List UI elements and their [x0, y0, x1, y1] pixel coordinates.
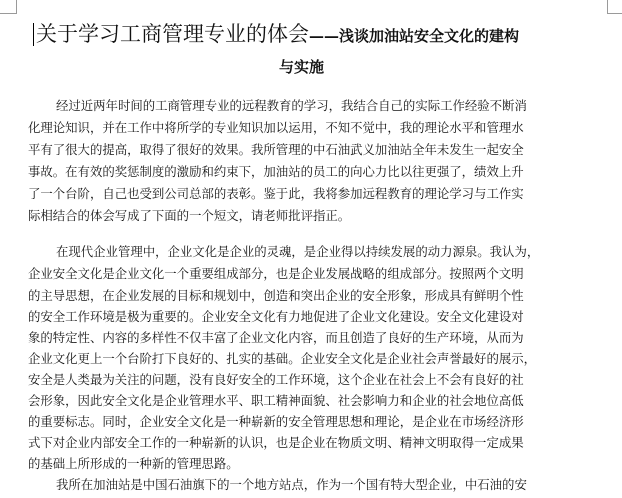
paragraph-line[interactable]: 在现代企业管理中，企业文化是企业的灵魂，是企业得以持续发展的动力源泉。我认为，: [56, 244, 540, 259]
paragraph-line[interactable]: 化理论知识，并在工作中将所学的专业知识加以运用，不知不觉中，我的理论水平和管理水: [28, 120, 524, 135]
paragraph-line[interactable]: 的安全工作环境是极为重要的。企业安全文化有力地促进了企业文化建设。安全文化建设对: [28, 309, 524, 324]
text-cursor: [33, 23, 34, 46]
paragraph-line[interactable]: 会形象，因此安全文化是企业管理水平、职工精神面貌、社会影响力和企业的社会地位高低: [28, 393, 524, 408]
crop-mark-top-left: [16, 0, 17, 14]
document-title[interactable]: [36, 20, 596, 50]
paragraph-line[interactable]: 象的特定性、内容的多样性不仅丰富了企业文化内容，而且创造了良好的生产环境，从而为: [28, 330, 524, 345]
paragraph-line[interactable]: 平有了很大的提高，取得了很好的效果。我所管理的中石油武义加油站全年未发生一起安全: [28, 142, 524, 157]
paragraph-line[interactable]: 的主导思想，在企业发展的目标和规划中，创造和突出企业的安全形象，形成具有鲜明个性: [28, 288, 524, 303]
paragraph-line[interactable]: 安全是人类最为关注的问题，没有良好安全的工作环境，这个企业在社会上不会有良好的社: [28, 372, 524, 387]
paragraph-line[interactable]: 际相结合的体会写成了下面的一个短文，请老师批评指正。: [28, 208, 351, 223]
title-main[interactable]: 关于学习工商管理专业的体会: [36, 22, 309, 46]
title-subtitle-continued[interactable]: 与实施: [279, 58, 325, 76]
paragraph-line[interactable]: 事故。在有效的奖惩制度的激励和约束下，加油站的员工的向心力比以往更强了，绩效上升: [28, 164, 524, 179]
paragraph-line[interactable]: 式下对企业内部安全工作的一种崭新的认识，也是企业在物质文明、精神文明取得一定成果: [28, 435, 524, 450]
paragraph-line[interactable]: 的基础上所形成的一种新的管理思路。: [28, 456, 239, 471]
crop-mark-top-right: [608, 13, 622, 14]
paragraph-line[interactable]: 了一个台阶，自己也受到公司总部的表彰。鉴于此，我将参加远程教育的理论学习与工作实: [28, 186, 524, 201]
crop-mark-top-left: [0, 13, 16, 14]
paragraph-line[interactable]: 经过近两年时间的工商管理专业的远程教育的学习，我结合自己的实际工作经验不断消: [56, 98, 527, 113]
paragraph-line[interactable]: 我所在加油站是中国石油旗下的一个地方站点，作为一个国有特大型企业，中石油的安: [56, 477, 527, 492]
paragraph-line[interactable]: 企业安全文化是企业文化一个重要组成部分，也是企业发展战略的组成部分。按照两个文明: [28, 266, 524, 281]
paragraph-line[interactable]: 企业文化更上一个台阶打下良好的、扎实的基础。企业安全文化是企业社会声誉最好的展示，: [28, 351, 537, 366]
crop-mark-top-right: [607, 0, 608, 14]
title-subtitle[interactable]: ——浅谈加油站安全文化的建构: [309, 27, 520, 45]
paragraph-line[interactable]: 的重要标志。同时，企业安全文化是一种崭新的安全管理思想和理论，是企业在市场经济形: [28, 414, 524, 429]
